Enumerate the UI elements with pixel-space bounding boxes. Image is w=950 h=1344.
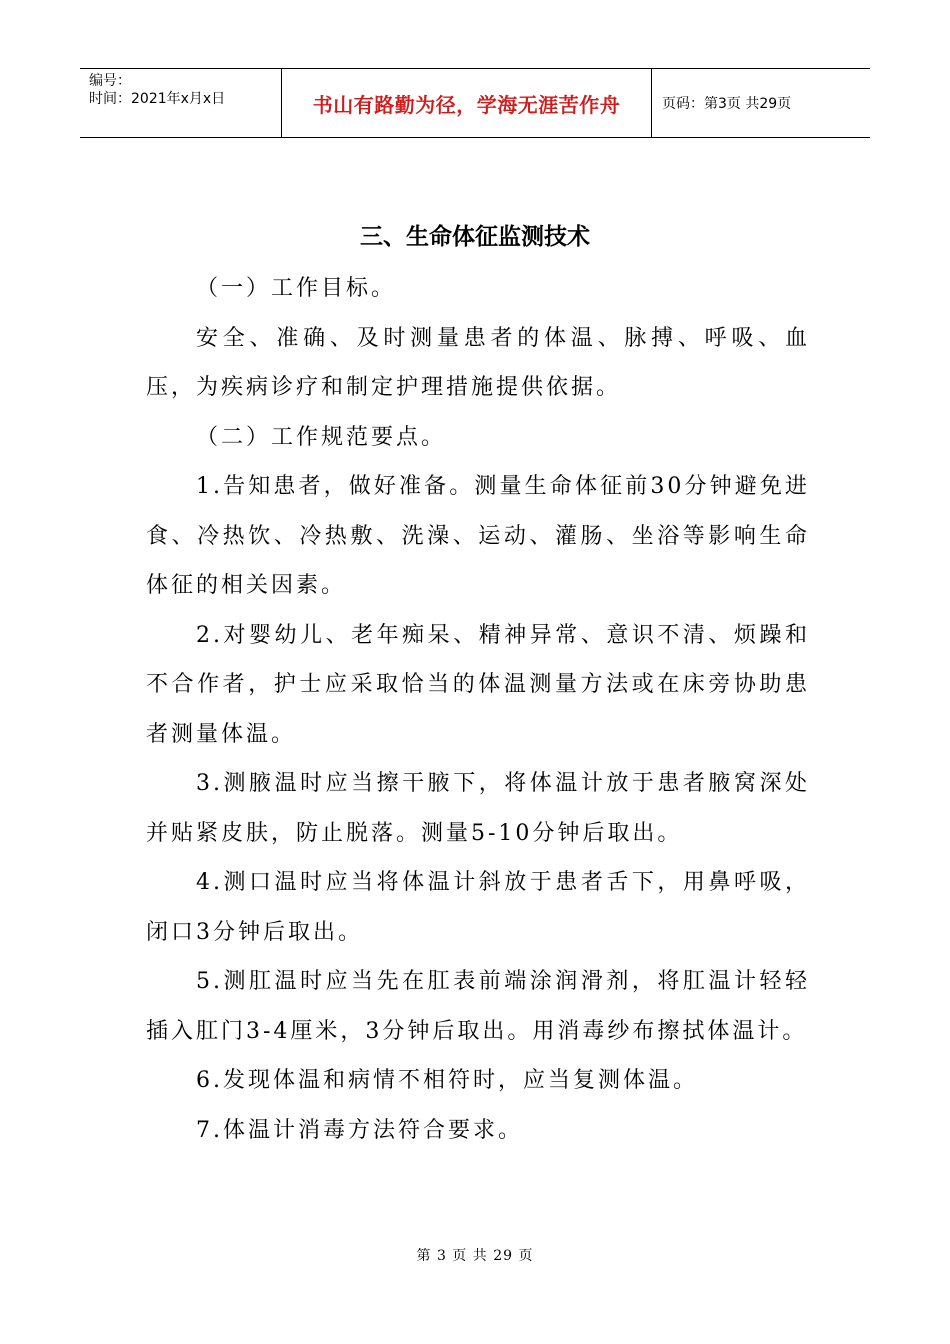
header-table xyxy=(80,68,870,138)
paragraph: （一）工作目标。 xyxy=(196,276,397,301)
page-footer: 第 3 页 共 29 页 xyxy=(416,1248,534,1264)
paragraph: 2.对婴幼儿、老年痴呆、精神异常、意识不清、烦躁和不合作者，护士应采取恰当的体温测量方法或在床旁协助患者测量体温。 xyxy=(146,622,810,747)
paragraph: 1.告知患者，做好准备。测量生命体征前30分钟避免进食、冷热饮、冷热敷、洗澡、运动、灌肠、坐浴等影响生命体征的相关因素。 xyxy=(146,474,810,598)
paragraph: 7.体温计消毒方法符合要求。 xyxy=(196,1117,523,1143)
paragraph: （二）工作规范要点。 xyxy=(196,424,447,450)
header-motto: 书山有路勤为径，学海无涯苦作舟 xyxy=(312,92,621,117)
header-page-cell xyxy=(652,69,870,137)
header-page-info: 页码：第3页 共29页 xyxy=(662,96,792,112)
document-date: 时间：2021年x月x日 xyxy=(89,91,226,107)
paragraph: 6.发现体温和病情不相符时，应当复测体温。 xyxy=(196,1068,698,1093)
paragraph: 4.测口温时应当将体温计斜放于患者舌下，用鼻呼吸，闭口3分钟后取出。 xyxy=(146,870,810,945)
document-body xyxy=(146,264,810,1155)
section-title: 三、生命体征监测技术 xyxy=(360,224,590,250)
header-motto-cell xyxy=(282,69,652,137)
document-number-label: 编号： xyxy=(89,73,131,89)
header-meta-cell xyxy=(80,69,282,137)
paragraph: 3.测腋温时应当擦干腋下，将体温计放于患者腋窝深处并贴紧皮肤，防止脱落。测量5-10分钟后取出。 xyxy=(146,771,810,846)
paragraph: 安全、准确、及时测量患者的体温、脉搏、呼吸、血压，为疾病诊疗和制定护理措施提供依据。 xyxy=(146,325,810,400)
paragraph: 5.测肛温时应当先在肛表前端涂润滑剂，将肛温计轻轻插入肛门3-4厘米，3分钟后取出。用消毒纱布擦拭体温计。 xyxy=(146,969,810,1044)
